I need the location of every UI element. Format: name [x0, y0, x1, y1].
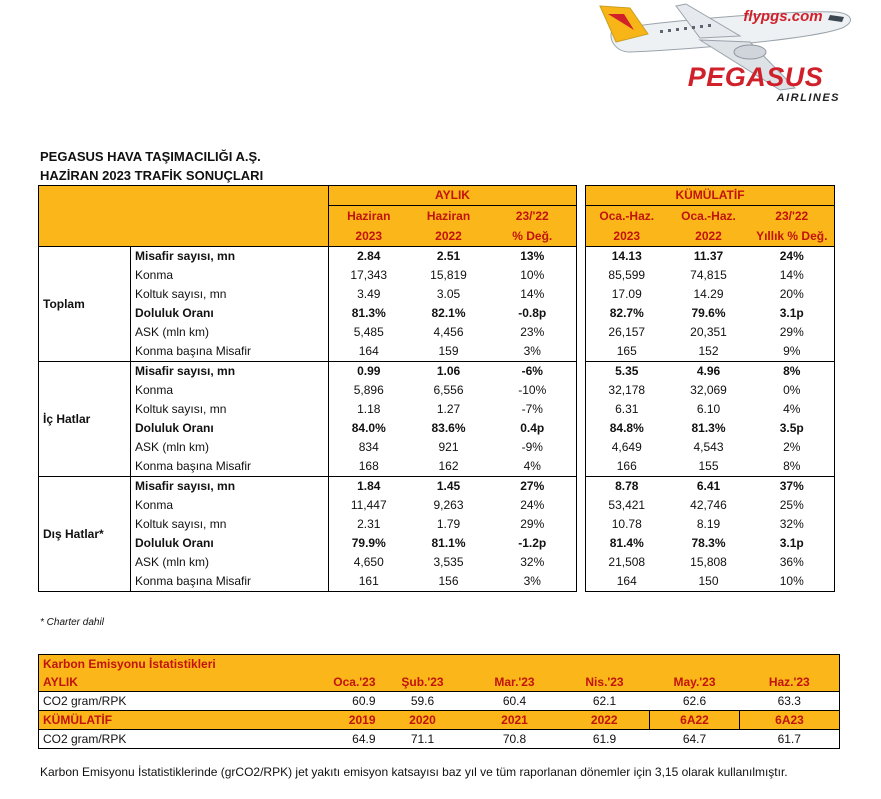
metric-value: 1.06: [409, 362, 489, 382]
metric-value: 1.27: [436, 402, 461, 416]
metric-value: 150: [668, 572, 750, 592]
metric-value: 159: [409, 342, 489, 362]
metric-value: 3%: [489, 572, 577, 592]
metric-value: 10.78: [586, 515, 668, 534]
carbon-value: 59.6: [376, 692, 470, 711]
metric-value: 4%: [489, 457, 577, 477]
col-header: 23/'22: [489, 206, 577, 227]
metric-value: 14.29: [693, 287, 724, 301]
metric-value: 20%: [750, 285, 835, 304]
metric-value: 2.31: [329, 515, 409, 534]
metric-value: 17,343: [329, 266, 409, 285]
metric-value: 14.13: [586, 247, 668, 267]
metric-value: 5,485: [329, 323, 409, 342]
metric-value: 2%: [750, 438, 835, 457]
carbon-year-header: 2020: [376, 711, 470, 730]
metric-value: 29%: [750, 323, 835, 342]
metric-value: 3%: [489, 342, 577, 362]
metric-label: Misafir sayısı, mn: [131, 247, 329, 267]
metric-label: ASK (mln km): [131, 323, 329, 342]
metric-value: 81.4%: [586, 534, 668, 553]
col-header: Yıllık % Değ.: [750, 226, 835, 247]
metric-value: -0.8p: [489, 304, 577, 323]
table-row: [39, 553, 835, 572]
table-row: [39, 534, 835, 553]
header-blank-cell: [39, 186, 329, 247]
carbon-value: 64.7: [650, 730, 740, 749]
carbon-year-header: 6A23: [740, 711, 840, 730]
metric-value: -10%: [489, 381, 577, 400]
metric-value: 78.3%: [691, 536, 726, 550]
carbon-monthly-label: AYLIK: [39, 673, 239, 692]
metric-value: 81.3%: [329, 304, 409, 323]
metric-value: 74,815: [690, 268, 727, 282]
metric-label: Konma başına Misafir: [131, 572, 329, 592]
fuselage-website-text: flypgs.com: [743, 8, 823, 25]
metric-value: 26,157: [586, 323, 668, 342]
metric-value: -7%: [489, 400, 577, 419]
report-title: HAZİRAN 2023 TRAFİK SONUÇLARI: [40, 168, 264, 183]
metric-label: Koltuk sayısı, mn: [131, 400, 329, 419]
col-header: 2023: [586, 226, 668, 247]
table-row: [39, 266, 835, 285]
col-header: 23/'22: [750, 206, 835, 227]
metric-value: 32,069: [690, 383, 727, 397]
metric-value: 0%: [750, 381, 835, 400]
metric-value: 37%: [750, 477, 835, 497]
metric-label: Konma: [131, 496, 329, 515]
metric-value: 6.41: [668, 477, 750, 497]
table-row: [39, 342, 835, 362]
metric-value: 10%: [750, 572, 835, 592]
carbon-value: 70.8: [470, 730, 560, 749]
metric-value: 4.96: [668, 362, 750, 382]
metric-value: 14%: [750, 266, 835, 285]
metric-value: 0.99: [329, 362, 409, 382]
metric-value: -1.2p: [489, 534, 577, 553]
metric-label: Koltuk sayısı, mn: [131, 285, 329, 304]
metric-value: 152: [668, 342, 750, 362]
metric-label: ASK (mln km): [131, 553, 329, 572]
carbon-month-header: May.'23: [650, 673, 740, 692]
metric-value: 11,447: [329, 496, 409, 515]
metric-value: 3.1p: [750, 534, 835, 553]
metric-value: 27%: [489, 477, 577, 497]
carbon-row-label: CO2 gram/RPK: [39, 692, 239, 711]
table-row: [39, 477, 835, 497]
table-row: [39, 515, 835, 534]
carbon-cumulative-label: KÜMÜLATİF: [39, 711, 239, 730]
metric-value: 82.7%: [586, 304, 668, 323]
metric-value: 3.49: [329, 285, 409, 304]
metric-label: Misafir sayısı, mn: [131, 362, 329, 382]
metric-value: 32%: [489, 553, 577, 572]
carbon-month-header: Nis.'23: [560, 673, 650, 692]
metric-value: 4,649: [586, 438, 668, 457]
metric-value: 21,508: [586, 553, 668, 572]
table-row: [39, 247, 835, 267]
metric-value: 14%: [489, 285, 577, 304]
metric-value: 9,263: [433, 498, 464, 512]
metric-value: 3,535: [433, 555, 464, 569]
metric-value: 1.79: [436, 517, 461, 531]
metric-value: 13%: [489, 247, 577, 267]
table-row: [39, 419, 835, 438]
carbon-emission-table: [38, 654, 840, 749]
metric-label: Konma başına Misafir: [131, 457, 329, 477]
metric-value: 1.84: [329, 477, 409, 497]
metric-value: 155: [668, 457, 750, 477]
metric-value: 166: [586, 457, 668, 477]
col-header: 2023: [329, 226, 409, 247]
carbon-value: 62.6: [650, 692, 740, 711]
metric-value: 6,556: [433, 383, 464, 397]
metric-value: 79.6%: [691, 306, 726, 320]
carbon-value: 64.9: [239, 730, 376, 749]
metric-label: ASK (mln km): [131, 438, 329, 457]
carbon-month-header: Haz.'23: [740, 673, 840, 692]
metric-value: 4,543: [693, 440, 724, 454]
metric-value: -9%: [489, 438, 577, 457]
metric-value: 164: [586, 572, 668, 592]
metric-value: 5.35: [586, 362, 668, 382]
metric-value: 4,456: [433, 325, 464, 339]
metric-label: Misafir sayısı, mn: [131, 477, 329, 497]
metric-label: Konma: [131, 266, 329, 285]
metric-value: 3.05: [436, 287, 461, 301]
col-header: Haziran: [329, 206, 409, 227]
traffic-results-table: [38, 185, 835, 592]
metric-value: 1.45: [409, 477, 489, 497]
metric-value: 921: [438, 440, 459, 454]
col-header: Haziran: [409, 206, 489, 227]
metric-value: 15,808: [690, 555, 727, 569]
col-header: Oca.-Haz.: [586, 206, 668, 227]
metric-value: 1.18: [329, 400, 409, 419]
brand-wordmark: PEGASUS: [687, 62, 824, 92]
metric-value: 8%: [750, 362, 835, 382]
metric-value: 29%: [489, 515, 577, 534]
carbon-value: 60.4: [470, 692, 560, 711]
metric-value: 32,178: [586, 381, 668, 400]
metric-value: 84.0%: [329, 419, 409, 438]
metric-label: Konma başına Misafir: [131, 342, 329, 362]
metric-value: 42,746: [690, 498, 727, 512]
carbon-year-header: 2022: [560, 711, 650, 730]
carbon-value: 71.1: [376, 730, 470, 749]
carbon-month-header: Mar.'23: [470, 673, 560, 692]
table-row: [39, 438, 835, 457]
metric-value: 4,650: [329, 553, 409, 572]
metric-label: Doluluk Oranı: [131, 534, 329, 553]
table-row: [39, 362, 835, 382]
metric-value: 165: [586, 342, 668, 362]
carbon-value: 63.3: [740, 692, 840, 711]
metric-value: 24%: [750, 247, 835, 267]
metric-value: -6%: [489, 362, 577, 382]
metric-value: 161: [329, 572, 409, 592]
metric-value: 2.84: [329, 247, 409, 267]
metric-value: 4%: [750, 400, 835, 419]
metric-value: 0.4p: [489, 419, 577, 438]
metric-value: 11.37: [668, 247, 750, 267]
carbon-value: 62.1: [560, 692, 650, 711]
metric-value: 5,896: [329, 381, 409, 400]
metric-value: 2.51: [409, 247, 489, 267]
emission-methodology-note: Karbon Emisyonu İstatistiklerinde (grCO2/RPK) jet yakıtı emisyon katsayısı baz yıl ve tüm raporlanan dönemler için 3,15 olarak kullanılmıştır.: [40, 765, 788, 779]
metric-value: 8.19: [696, 517, 721, 531]
metric-value: 85,599: [586, 266, 668, 285]
metric-value: 83.6%: [431, 421, 466, 435]
carbon-title: Karbon Emisyonu İstatistikleri: [39, 655, 840, 674]
metric-value: 36%: [750, 553, 835, 572]
group-header-monthly: AYLIK: [329, 186, 577, 206]
metric-value: 9%: [750, 342, 835, 362]
group-header-cumulative: KÜMÜLATİF: [586, 186, 835, 206]
table-row: [39, 381, 835, 400]
metric-value: 84.8%: [586, 419, 668, 438]
carbon-value: 61.7: [740, 730, 840, 749]
metric-value: 10%: [489, 266, 577, 285]
metric-value: 81.3%: [691, 421, 726, 435]
row-group-label: Dış Hatlar*: [39, 477, 131, 592]
carbon-year-header: 2021: [470, 711, 560, 730]
metric-value: 3.1p: [750, 304, 835, 323]
metric-value: 6.10: [696, 402, 721, 416]
metric-value: 162: [409, 457, 489, 477]
carbon-row-label: CO2 gram/RPK: [39, 730, 239, 749]
metric-label: Konma: [131, 381, 329, 400]
metric-value: 82.1%: [431, 306, 466, 320]
metric-value: 6.31: [586, 400, 668, 419]
metric-value: 53,421: [586, 496, 668, 515]
metric-value: 164: [329, 342, 409, 362]
row-group-label: İç Hatlar: [39, 362, 131, 477]
metric-value: 25%: [750, 496, 835, 515]
metric-value: 8.78: [586, 477, 668, 497]
table-row: [39, 323, 835, 342]
carbon-month-header: Şub.'23: [376, 673, 470, 692]
metric-label: Koltuk sayısı, mn: [131, 515, 329, 534]
carbon-month-header: Oca.'23: [239, 673, 376, 692]
table-row: [39, 400, 835, 419]
carbon-year-header: 2019: [239, 711, 376, 730]
metric-value: 17.09: [586, 285, 668, 304]
table-row: [39, 496, 835, 515]
metric-value: 3.5p: [750, 419, 835, 438]
pegasus-logo: [590, 0, 860, 110]
metric-value: 834: [329, 438, 409, 457]
col-header: 2022: [668, 226, 750, 247]
table-row: [39, 285, 835, 304]
brand-subtitle: AIRLINES: [776, 92, 840, 104]
carbon-value: 61.9: [560, 730, 650, 749]
metric-value: 23%: [489, 323, 577, 342]
carbon-value: 60.9: [239, 692, 376, 711]
metric-label: Doluluk Oranı: [131, 419, 329, 438]
metric-value: 24%: [489, 496, 577, 515]
table-row: [39, 304, 835, 323]
company-title: PEGASUS HAVA TAŞIMACILIĞI A.Ş.: [40, 149, 261, 164]
table-row: [39, 457, 835, 477]
charter-footnote: * Charter dahil: [40, 617, 104, 628]
metric-value: 81.1%: [431, 536, 466, 550]
carbon-year-header: 6A22: [650, 711, 740, 730]
metric-value: 79.9%: [329, 534, 409, 553]
col-header: % Değ.: [489, 226, 577, 247]
metric-value: 168: [329, 457, 409, 477]
metric-value: 20,351: [690, 325, 727, 339]
metric-label: Doluluk Oranı: [131, 304, 329, 323]
col-header: Oca.-Haz.: [668, 206, 750, 227]
table-row: [39, 572, 835, 592]
row-group-label: Toplam: [39, 247, 131, 362]
col-header: 2022: [409, 226, 489, 247]
metric-value: 15,819: [430, 268, 467, 282]
metric-value: 32%: [750, 515, 835, 534]
metric-value: 156: [409, 572, 489, 592]
metric-value: 8%: [750, 457, 835, 477]
